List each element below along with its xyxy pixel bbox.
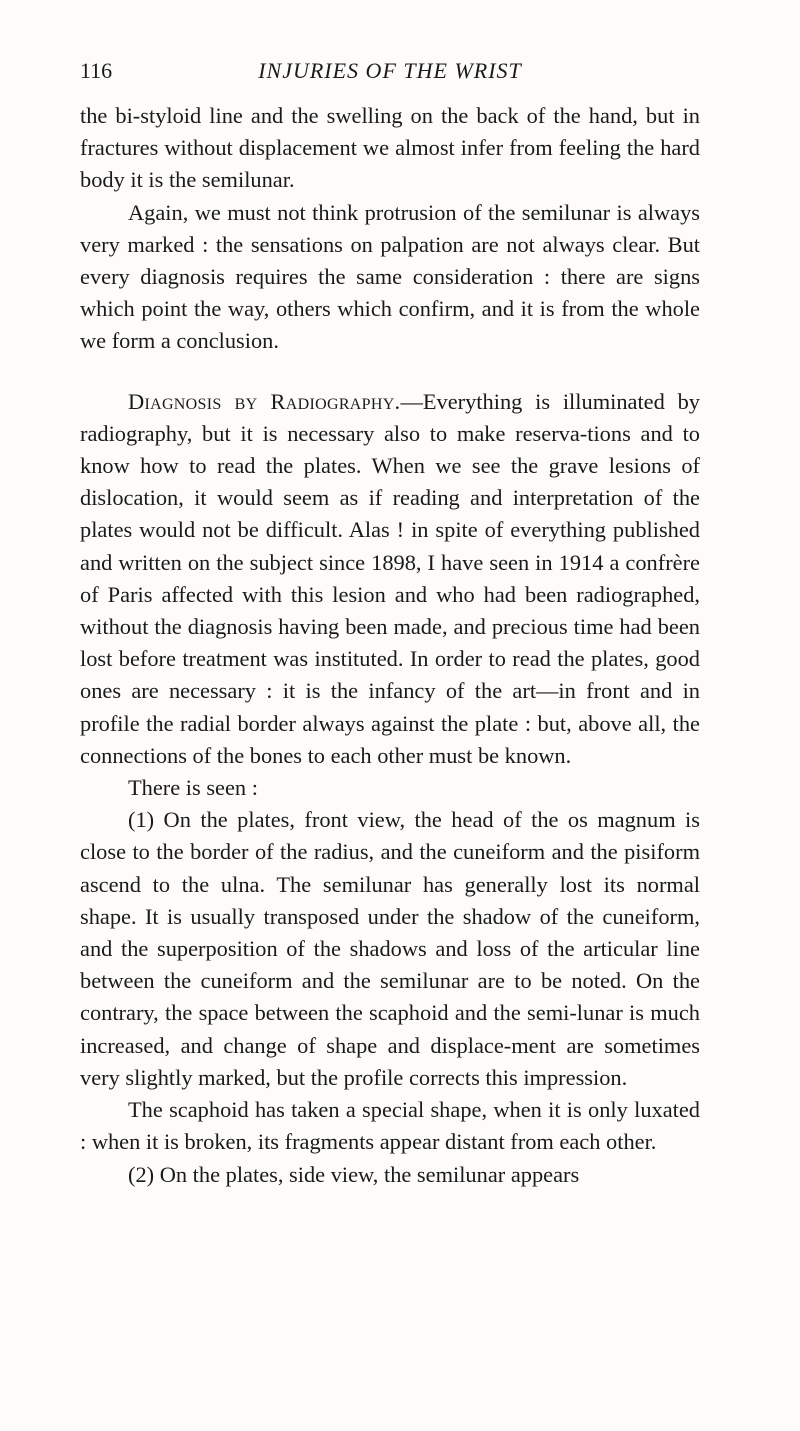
section-heading: Diagnosis by Radiography. — [128, 388, 401, 414]
body-text — [80, 100, 700, 1191]
paragraph-continuation: the bi-styloid line and the swelling on the back of the hand, but in fractures without displacement we almost infer from feeling the hard body it is the semilunar. — [80, 103, 700, 193]
section-text: —Everything is illuminated by radiography, but it is necessary also to make reserva-tions and to know how to read the plates. When we see the grave lesions of dislocation, it would seem as if reading and interpretation of the plates would not be difficult. Alas ! in spite of everything published and written on the subject since 1898, I have seen in 1914 a confrère of Paris affected with this lesion and who had been radiographed, without the diagnosis having been made, and precious time had been lost before treatment was instituted. In order to read the plates, good ones are necessary : it is the infancy of the art—in front and in profile the radial border always against the plate : but, above all, the connections of the bones to each other must be known. — [80, 388, 700, 768]
paragraph-numbered-2: (2) On the plates, side view, the semilunar appears — [128, 1161, 580, 1187]
page-number: 116 — [80, 58, 113, 83]
paragraph: Again, we must not think protrusion of the semilunar is always very marked : the sensations on palpation are not always clear. But every diagnosis requires the same consideration : there are signs which point the way, others which confirm, and it is from the whole we form a conclusion. — [80, 199, 700, 354]
paragraph: There is seen : — [128, 775, 258, 801]
paragraph-section-radiography — [80, 386, 700, 772]
paragraph: The scaphoid has taken a special shape, when it is only luxated : when it is broken, its fragments appear distant from each other. — [80, 1097, 700, 1155]
running-header — [80, 58, 700, 88]
paragraph-numbered-1: (1) On the plates, front view, the head of the os magnum is close to the border of the radius, and the cuneiform and the pisiform ascend to the ulna. The semilunar has generally lost its normal shape. It is usually transposed under the shadow of the cuneiform, and the superposition of the shadows and loss of the articular line between the cuneiform and the semilunar are to be noted. On the contrary, the space between the scaphoid and the semi-lunar is much increased, and change of shape and displace-ment are sometimes very slightly marked, but the profile corrects this impression. — [80, 807, 700, 1090]
running-title: INJURIES OF THE WRIST — [258, 58, 522, 83]
